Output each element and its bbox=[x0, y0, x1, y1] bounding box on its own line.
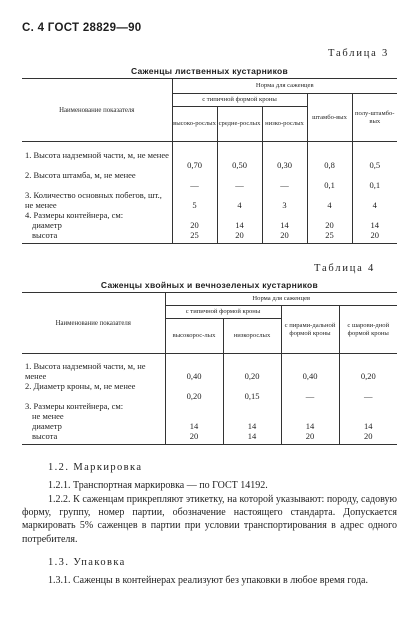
table3-title: Саженцы лиственных кустарников bbox=[130, 66, 289, 76]
row-name: не менее bbox=[32, 411, 64, 421]
table-row bbox=[22, 411, 397, 421]
cell: 20 bbox=[352, 230, 397, 244]
cell: 14 bbox=[217, 220, 262, 230]
cell: 0,1 bbox=[352, 170, 397, 190]
table-row bbox=[22, 354, 397, 382]
row-name: высота bbox=[32, 230, 58, 240]
cell bbox=[281, 401, 339, 411]
cell: 25 bbox=[307, 230, 352, 244]
table4-label: Таблица 4 bbox=[314, 263, 376, 274]
section-1-3-heading: 1.3. Упаковка bbox=[48, 557, 126, 568]
cell: 3 bbox=[262, 190, 307, 210]
table4-sub-header: низкорослых bbox=[223, 319, 281, 354]
table3 bbox=[22, 78, 397, 244]
row-name: 3. Количество основных побегов, шт., не менее bbox=[25, 190, 162, 210]
cell: 20 bbox=[165, 431, 223, 445]
cell: 0,40 bbox=[281, 354, 339, 382]
cell: 0,70 bbox=[172, 142, 217, 171]
row-name: высота bbox=[32, 431, 58, 441]
table4-typical-header: с типичной формой кроны bbox=[165, 306, 281, 319]
table3-typical-header: с типичной формой кроны bbox=[172, 94, 307, 107]
table3-name-header: Наименование показателя bbox=[59, 106, 135, 114]
cell: 0,20 bbox=[165, 381, 223, 401]
cell: 0,5 bbox=[352, 142, 397, 171]
cell: 20 bbox=[339, 431, 397, 445]
row-name: 3. Размеры контейнера, см: bbox=[25, 401, 124, 411]
paragraph-1-2-2: 1.2.2. К саженцам прикрепляют этикетку, на которой указывают: породу, садовую форму, группу, номер партии, обозначение настоящего стандарта. Допускается маркировать 5% саженцев в партии при условии транспортирования в адрес одного потребителя. bbox=[22, 494, 397, 545]
table4-title: Саженцы хвойных и вечнозеленых кустарников bbox=[100, 280, 319, 290]
row-name: диаметр bbox=[32, 421, 62, 431]
paragraph-1-3-1: 1.3.1. Саженцы в контейнерах реализуют без упаковки в любое время года. bbox=[48, 575, 368, 586]
cell bbox=[281, 411, 339, 421]
row-name: 1. Высота надземной части, м, не менее bbox=[25, 361, 146, 381]
cell: 14 bbox=[223, 431, 281, 445]
cell bbox=[339, 411, 397, 421]
cell: 14 bbox=[262, 220, 307, 230]
row-name: 2. Высота штамба, м, не менее bbox=[25, 170, 136, 180]
cell: — bbox=[339, 381, 397, 401]
cell: 0,20 bbox=[339, 354, 397, 382]
cell: 20 bbox=[281, 431, 339, 445]
cell bbox=[223, 401, 281, 411]
table-row bbox=[22, 381, 397, 401]
cell: 4 bbox=[217, 190, 262, 210]
cell: — bbox=[262, 170, 307, 190]
cell: 0,1 bbox=[307, 170, 352, 190]
table-row bbox=[22, 170, 397, 190]
table3-sub-header: низко-рослых bbox=[262, 107, 307, 142]
table4-sub-header: с шарови-дной формой кроны bbox=[339, 306, 397, 354]
table-row bbox=[22, 230, 397, 244]
cell: 14 bbox=[352, 220, 397, 230]
cell: 20 bbox=[307, 220, 352, 230]
cell: 0,30 bbox=[262, 142, 307, 171]
table3-sub-header: полу-штамбо-вых bbox=[352, 94, 397, 142]
table-row bbox=[22, 401, 397, 411]
cell bbox=[223, 411, 281, 421]
cell: — bbox=[172, 170, 217, 190]
cell: 0,20 bbox=[223, 354, 281, 382]
cell: 4 bbox=[352, 190, 397, 210]
table-row bbox=[22, 421, 397, 431]
cell bbox=[172, 210, 217, 220]
cell bbox=[165, 411, 223, 421]
table4-norm-header: Норма для саженцев bbox=[165, 293, 397, 306]
cell: 20 bbox=[262, 230, 307, 244]
cell: — bbox=[217, 170, 262, 190]
table4-sub-header: с пирами-дальной формой кроны bbox=[281, 306, 339, 354]
cell: 14 bbox=[339, 421, 397, 431]
cell: 0,40 bbox=[165, 354, 223, 382]
table-row bbox=[22, 431, 397, 445]
cell bbox=[262, 210, 307, 220]
cell bbox=[339, 401, 397, 411]
paragraph-1-2-1: 1.2.1. Транспортная маркировка — по ГОСТ 14192. bbox=[48, 480, 268, 491]
row-name: диаметр bbox=[32, 220, 62, 230]
cell: 5 bbox=[172, 190, 217, 210]
cell: 0,8 bbox=[307, 142, 352, 171]
cell: 20 bbox=[172, 220, 217, 230]
row-name: 2. Диаметр кроны, м, не менее bbox=[25, 381, 136, 391]
table4 bbox=[22, 292, 397, 445]
cell bbox=[352, 210, 397, 220]
table-row bbox=[22, 220, 397, 230]
cell: 14 bbox=[165, 421, 223, 431]
table3-sub-header: штамбо-вых bbox=[307, 94, 352, 142]
page-header: С. 4 ГОСТ 28829—90 bbox=[22, 22, 142, 34]
cell: 0,50 bbox=[217, 142, 262, 171]
section-1-2-heading: 1.2. Маркировка bbox=[48, 462, 143, 473]
cell: 25 bbox=[172, 230, 217, 244]
table3-label: Таблица 3 bbox=[328, 48, 390, 59]
cell: — bbox=[281, 381, 339, 401]
cell: 0,15 bbox=[223, 381, 281, 401]
row-name: 1. Высота надземной части, м, не менее bbox=[25, 150, 169, 160]
table4-name-header: Наименование показателя bbox=[55, 319, 131, 327]
cell bbox=[307, 210, 352, 220]
cell bbox=[217, 210, 262, 220]
table4-sub-header: высокорос-лых bbox=[165, 319, 223, 354]
table3-sub-header: средне-рослых bbox=[217, 107, 262, 142]
cell: 14 bbox=[223, 421, 281, 431]
row-name: 4. Размеры контейнера, см: bbox=[25, 210, 124, 220]
table-row bbox=[22, 190, 397, 210]
table-row bbox=[22, 210, 397, 220]
table3-norm-header: Норма для саженцев bbox=[172, 79, 397, 94]
cell bbox=[165, 401, 223, 411]
table-row bbox=[22, 142, 397, 171]
cell: 14 bbox=[281, 421, 339, 431]
cell: 4 bbox=[307, 190, 352, 210]
cell: 20 bbox=[217, 230, 262, 244]
table3-sub-header: высоко-рослых bbox=[172, 107, 217, 142]
